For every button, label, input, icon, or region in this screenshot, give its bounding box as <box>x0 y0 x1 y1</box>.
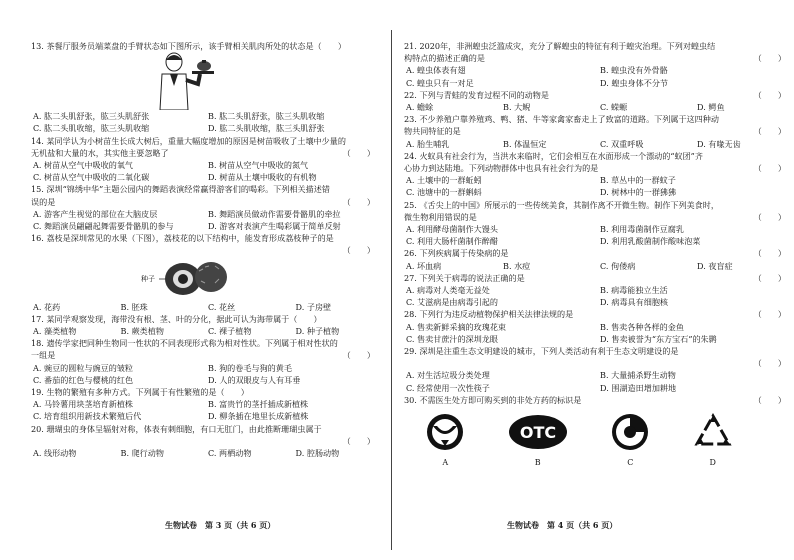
otc-icon <box>508 412 568 452</box>
q19-stem: 19. 生物的繁殖有多种方式。下列属于有性繁殖的是（ ） <box>31 387 249 398</box>
q30-paren: （ ） <box>753 394 786 405</box>
q23-stem-2 <box>404 125 794 137</box>
q17-option-b[interactable]: B. 蕨类植物 <box>120 326 164 337</box>
otc-text: OTC <box>519 423 556 443</box>
q21-stem-2-text: 构特点的描述正确的是 <box>404 53 485 64</box>
q25-options <box>406 223 794 247</box>
q14-stem-2 <box>31 147 383 159</box>
q29-option-c[interactable]: C. 经常使用一次性筷子 <box>406 382 490 393</box>
q16-option-a[interactable]: A. 花药 <box>33 301 61 312</box>
q20-stem-1: 20. 珊瑚虫的身体呈辐射对称，体表有刺细胞，有口无肛门，由此推断珊瑚虫属于 <box>31 423 322 434</box>
q13-option-b[interactable]: B. 肱二头肌舒张，肱三头肌收缩 <box>208 111 325 122</box>
q30-stem <box>404 394 794 406</box>
seed-label: 种子 <box>141 274 155 283</box>
q13-option-a[interactable]: A. 肱二头肌舒张，肱三头肌舒张 <box>33 111 150 122</box>
q21-option-a[interactable]: A. 蝗虫体表有翅 <box>406 65 466 76</box>
q25-option-a[interactable]: A. 利用酵母菌制作大馒头 <box>406 224 498 235</box>
q22-stem <box>404 89 794 101</box>
q28-option-a[interactable]: A. 售卖新鲜采摘的玫瑰花束 <box>406 321 507 332</box>
q25-option-b[interactable]: B. 利用毒菌制作豆腐乳 <box>600 224 684 235</box>
q14-option-a[interactable]: A. 树苗从空气中吸收的氧气 <box>33 160 134 171</box>
q20-option-c[interactable]: C. 两栖动物 <box>208 448 252 459</box>
q24-stem-1: 24. 火蚁具有社会行为，当洪水来临时，它们会相互在水面形成一个漂动的“蚁团”齐 <box>404 150 703 161</box>
q13-stem: 13. 茶餐厅服务员端菜盘的手臂状态如下图所示，该手臂相关肌肉所处的状态是（ ） <box>31 41 346 51</box>
q26-stem <box>404 247 794 259</box>
q24-option-b[interactable]: B. 草丛中的一群蚊子 <box>600 175 676 186</box>
q21-stem-1: 21. 2020年，非洲蝗虫泛滥成灾，充分了解蝗虫的特征有利于蝗灾治理。下列对蝗虫结 <box>404 41 716 51</box>
q16-option-d[interactable]: D. 子房壁 <box>295 301 332 312</box>
q15-option-c[interactable]: C. 舞蹈演员翩翩起舞需要骨骼肌的参与 <box>33 221 174 232</box>
q21-options <box>406 64 794 88</box>
q30-symbols <box>404 412 754 467</box>
q24-stem-2-text: 心协力到达陆地。下列动物群体中也具有社会行为的是 <box>404 163 599 174</box>
q21-stem-2 <box>404 52 794 64</box>
q24-paren: （ ） <box>753 163 786 174</box>
q13-options <box>33 110 383 134</box>
q22-option-b[interactable]: B. 大鲵 <box>503 102 531 113</box>
q15-option-a[interactable]: A. 游客产生视觉的部位在大脑皮层 <box>33 208 158 219</box>
q23-paren: （ ） <box>753 126 786 137</box>
q25-stem-1: 25. 《舌尖上的中国》所展示的一些传统美食，其制作离不开微生物。制作下列美食时， <box>404 199 719 210</box>
right-footer: 生物试卷 第 4 页（共 6 页） <box>507 520 618 530</box>
left-page <box>0 0 383 560</box>
q23-option-a[interactable]: A. 胎生哺乳 <box>406 138 450 149</box>
q29-paren: （ ） <box>753 358 786 369</box>
q24-options <box>406 174 794 198</box>
green-food-icon <box>425 412 465 452</box>
q16-option-c[interactable]: C. 花丝 <box>208 301 236 312</box>
q22-option-a[interactable]: A. 蟾蜍 <box>406 102 434 113</box>
q26-option-c[interactable]: C. 佝偻病 <box>600 260 636 271</box>
q16-paren-line <box>31 244 383 256</box>
q19-option-d[interactable]: D. 柳条插在地里长成新植株 <box>208 411 309 422</box>
q26-paren: （ ） <box>753 248 786 259</box>
right-page <box>404 0 794 560</box>
q20-paren: （ ） <box>342 435 375 446</box>
q25-stem-2-text: 微生物利用错误的是 <box>404 211 477 222</box>
q17-option-a[interactable]: A. 藻类植物 <box>33 326 77 337</box>
lychee-icon <box>159 257 229 301</box>
q22-paren: （ ） <box>753 89 786 100</box>
q27-option-c[interactable]: C. 艾滋病是由病毒引起的 <box>406 297 498 308</box>
q28-option-d[interactable]: D. 售卖被誉为“东方宝石”的朱鹮 <box>600 333 717 344</box>
q16-option-b[interactable]: B. 胚珠 <box>120 301 148 312</box>
q17-option-c[interactable]: C. 裸子植物 <box>208 326 252 337</box>
q27-stem <box>404 272 794 284</box>
q22-options <box>406 101 794 113</box>
q27-paren: （ ） <box>753 272 786 283</box>
q24-option-a[interactable]: A. 土壤中的一群蚯蚓 <box>406 175 482 186</box>
q26-option-d[interactable]: D. 夜盲症 <box>697 260 733 271</box>
page-divider <box>391 30 392 550</box>
q16-options <box>33 301 383 313</box>
left-footer: 生物试卷 第 3 页（共 6 页） <box>165 520 276 530</box>
pollution-free-icon <box>610 412 650 452</box>
q14-option-b[interactable]: B. 树苗从空气中吸收的氮气 <box>208 160 309 171</box>
q23-options <box>406 138 794 150</box>
q17-stem: 17. 某同学观察发现，海带没有根、茎、叶的分化，据此可认为海带属于（ ） <box>31 313 322 324</box>
q18-paren: （ ） <box>342 350 375 361</box>
q24-option-d[interactable]: D. 树林中的一群狒狒 <box>600 187 677 198</box>
q27-stem-text: 27. 下列关于病毒的说法正确的是 <box>404 272 525 283</box>
q25-paren: （ ） <box>753 211 786 222</box>
q30-label-d: D <box>709 458 716 468</box>
q26-stem-text: 26. 下列疾病属于传染病的是 <box>404 248 509 259</box>
q28-paren: （ ） <box>753 309 786 320</box>
q13-option-c[interactable]: C. 肱二头肌收缩，肱三头肌收缩 <box>33 123 150 134</box>
q30-label-a: A <box>442 458 449 468</box>
q27-option-a[interactable]: A. 病毒对人类毫无益处 <box>406 285 490 296</box>
q13-option-d[interactable]: D. 肱二头肌收缩，肱三头肌舒张 <box>208 123 325 134</box>
q23-option-c[interactable]: C. 双重呼吸 <box>600 138 644 149</box>
q30-option-a[interactable] <box>425 412 465 467</box>
q19-option-a[interactable]: A. 马铃薯用块茎培育新植株 <box>33 399 134 410</box>
q14-stem-1: 14. 某同学认为小树苗生长成大树后，重量大幅度增加的原因是树苗吸收了土壤中少量的 <box>31 135 346 146</box>
q30-option-c[interactable] <box>610 412 650 467</box>
q22-option-c[interactable]: C. 蝾螈 <box>600 102 628 113</box>
q18-stem-2-text: 一组是 <box>31 350 56 361</box>
recycle-icon <box>693 412 733 452</box>
q15-paren: （ ） <box>342 196 375 207</box>
waiter-icon <box>152 52 222 110</box>
q15-stem-2 <box>31 196 383 208</box>
q15-option-d[interactable]: D. 游客对表演产生喝彩属于简单反射 <box>208 221 341 232</box>
q20-option-a[interactable]: A. 线形动物 <box>33 448 77 459</box>
q21-paren: （ ） <box>753 53 786 64</box>
q30-label-b: B <box>534 458 541 468</box>
q26-option-a[interactable]: A. 坏血病 <box>406 260 442 271</box>
q25-stem-2 <box>404 211 794 223</box>
q29-option-a[interactable]: A. 对生活垃圾分类处理 <box>406 370 490 381</box>
q30-label-c: C <box>627 458 634 468</box>
q18-option-b[interactable]: B. 狗的卷毛与狗的黄毛 <box>208 362 292 373</box>
q19-option-c[interactable]: C. 培育组织用新技术繁殖后代 <box>33 411 142 422</box>
q15-stem-1: 15. 深圳“锦绣中华”主题公园内的舞蹈表演经常赢得游客们的喝彩。下列相关描述错 <box>31 184 330 195</box>
q16-stem: 16. 荔枝是深圳常见的水果（下图），荔枝花的以下结构中，能发育形成荔枝种子的是 <box>31 233 334 244</box>
q24-stem-2 <box>404 162 794 174</box>
q18-stem-1: 18. 遗传学家把同种生物同一性状的不同表现形式称为相对性状。下列属于相对性状的 <box>31 338 338 349</box>
q23-stem-1: 23. 不少养殖户靠养殖鸡、鸭、猪、牛等家禽家畜走上了致富的道路。下列属于这四种动 <box>404 114 719 125</box>
q29-option-b[interactable]: B. 大量捕杀野生动物 <box>600 370 676 381</box>
q28-stem <box>404 308 794 320</box>
q29-options <box>406 369 794 393</box>
q20-options <box>33 447 383 459</box>
q18-option-d[interactable]: D. 人的双眼皮与人有耳垂 <box>208 374 301 385</box>
q28-options <box>406 321 794 345</box>
q28-option-b[interactable]: B. 售卖各种各样的金鱼 <box>600 321 684 332</box>
q20-paren-line <box>31 435 383 447</box>
q29-paren-line <box>404 357 794 369</box>
q27-option-d[interactable]: D. 病毒具有细胞核 <box>600 297 669 308</box>
q23-option-d[interactable]: D. 有喙无齿 <box>697 138 741 149</box>
q19-options <box>33 398 383 422</box>
q29-stem: 29. 深圳是注重生态文明建设的城市，下列人类活动有利于生态文明建设的是 <box>404 346 679 357</box>
q30-option-d[interactable] <box>693 412 733 467</box>
q30-stem-text: 30. 不需医生处方即可购买到的非处方药的标识是 <box>404 394 582 405</box>
q15-option-b[interactable]: B. 舞蹈演员做动作需要骨骼肌的牵拉 <box>208 208 341 219</box>
q22-stem-text: 22. 下列与青蛙的发育过程不同的动物是 <box>404 89 549 100</box>
lychee-figure <box>141 257 383 301</box>
q18-option-a[interactable]: A. 豌豆的圆粒与豌豆的皱粒 <box>33 362 134 373</box>
q30-option-b[interactable] <box>508 412 568 467</box>
q25-option-d[interactable]: D. 利用乳酸菌制作酸味泡菜 <box>600 236 701 247</box>
q28-option-c[interactable]: C. 售卖甘蔗汁的深圳龙眼 <box>406 333 498 344</box>
q14-paren: （ ） <box>342 147 375 158</box>
q15-stem-2-text: 误的是 <box>31 196 56 207</box>
q21-option-c[interactable]: C. 蝗虫只有一对足 <box>406 77 474 88</box>
q23-stem-2-text: 物共同特征的是 <box>404 126 461 137</box>
q18-options <box>33 362 383 386</box>
q20-option-d[interactable]: D. 腔肠动物 <box>295 448 340 459</box>
q14-option-c[interactable]: C. 树苗从空气中吸收的二氧化碳 <box>33 172 150 183</box>
q17-options <box>33 325 383 337</box>
q21-option-d[interactable]: D. 蝗虫身体不分节 <box>600 77 669 88</box>
q14-options <box>33 159 383 183</box>
q14-stem-2-text: 无机盐和大量的水，其实他主要忽略了 <box>31 147 169 158</box>
q24-option-c[interactable]: C. 池塘中的一群蝌蚪 <box>406 187 482 198</box>
q18-option-c[interactable]: C. 番茄的红色与樱桃的红色 <box>33 374 134 385</box>
q29-option-d[interactable]: D. 围湖造田增加耕地 <box>600 382 677 393</box>
q22-option-d[interactable]: D. 鳄鱼 <box>697 102 725 113</box>
q15-options <box>33 208 383 232</box>
q25-option-c[interactable]: C. 利用大肠杆菌制作醉醋 <box>406 236 498 247</box>
q21-option-b[interactable]: B. 蝗虫没有外骨骼 <box>600 65 668 76</box>
q20-option-b[interactable]: B. 爬行动物 <box>120 448 164 459</box>
q23-option-b[interactable]: B. 体温恒定 <box>503 138 547 149</box>
q16-paren: （ ） <box>342 245 375 256</box>
q27-option-b[interactable]: B. 病毒能独立生活 <box>600 285 668 296</box>
q18-stem-2 <box>31 349 383 361</box>
q26-options <box>406 260 794 272</box>
waiter-figure <box>0 52 383 110</box>
q27-options <box>406 284 794 308</box>
q19-option-b[interactable]: B. 富贵竹的茎扦插成新植株 <box>208 399 309 410</box>
q26-option-b[interactable]: B. 水痘 <box>503 260 531 271</box>
q14-option-d[interactable]: D. 树苗从土壤中吸收的有机物 <box>208 172 317 183</box>
q17-option-d[interactable]: D. 种子植物 <box>295 326 340 337</box>
q28-stem-text: 28. 下列行为违反动植物保护相关法律法规的是 <box>404 309 574 320</box>
